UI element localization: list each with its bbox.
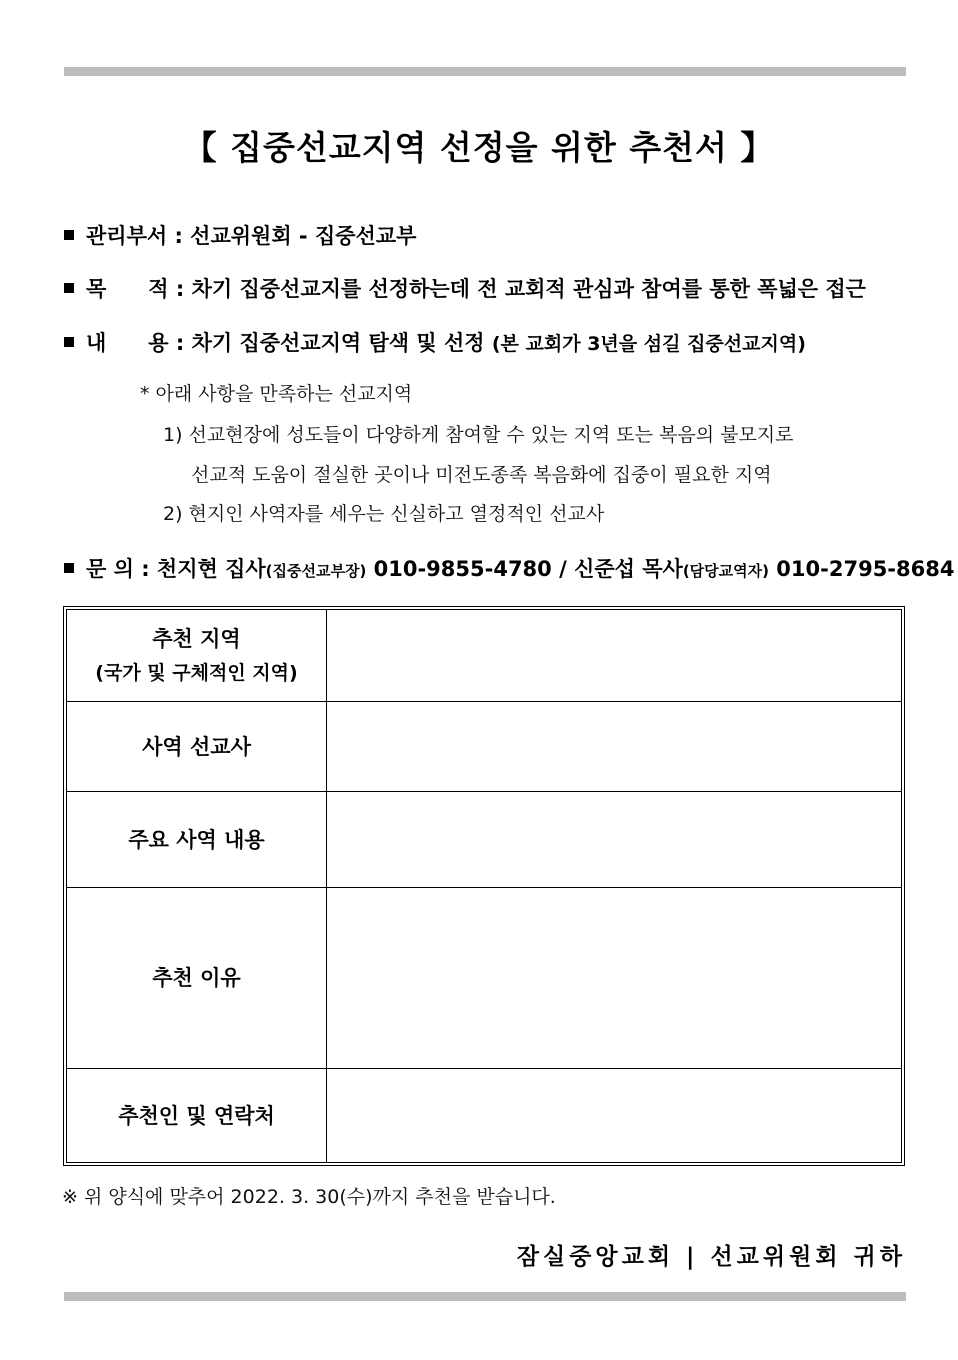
region-input-cell[interactable] xyxy=(327,610,902,702)
table-row xyxy=(67,792,902,888)
deadline-note: ※ 위 양식에 맞추어 2022. 3. 30(수)까지 추천을 받습니다. xyxy=(62,1186,556,1208)
criteria-item-1-line1: 1) 선교현장에 성도들이 다양하게 참여할 수 있는 지역 또는 복음의 불모지로 xyxy=(163,424,794,446)
content-value: 차기 집중선교지역 탐색 및 선정 xyxy=(191,331,492,355)
region-label: 추천 지역 xyxy=(152,626,241,651)
region-label-cell xyxy=(67,610,327,702)
contact1-role: (집중선교부장) xyxy=(265,562,367,580)
ministry-label: 주요 사역 내용 xyxy=(67,792,327,888)
reason-label: 추천 이유 xyxy=(67,888,327,1069)
bottom-divider-bar xyxy=(64,1292,906,1301)
purpose-label: 목 적 : xyxy=(86,277,192,301)
document-title: 【 집중선교지역 선정을 위한 추천서 】 xyxy=(183,128,775,167)
recommender-label: 추천인 및 연락처 xyxy=(67,1069,327,1163)
recommender-input-cell[interactable] xyxy=(327,1069,902,1163)
bullet-square-icon xyxy=(64,230,74,240)
missionary-label: 사역 선교사 xyxy=(67,702,327,792)
content-parenthetical: (본 교회가 3년을 섬길 집중선교지역) xyxy=(491,333,806,355)
criteria-item-2: 2) 현지인 사역자를 세우는 신실하고 열정적인 선교사 xyxy=(163,503,605,525)
bullet-square-icon xyxy=(64,337,74,347)
contact1-phone: 010-9855-4780 / xyxy=(366,557,575,581)
reason-input-cell[interactable] xyxy=(327,888,902,1069)
top-divider-bar xyxy=(64,67,906,76)
content-label: 내 용 : xyxy=(86,331,192,355)
info-department xyxy=(64,220,416,250)
inquiry-label: 문 의 : xyxy=(86,557,157,581)
region-label-detail: (국가 및 구체적인 지역) xyxy=(95,661,298,684)
missionary-input-cell[interactable] xyxy=(327,702,902,792)
ministry-input-cell[interactable] xyxy=(327,792,902,888)
bullet-square-icon xyxy=(64,283,74,293)
info-purpose xyxy=(64,273,866,303)
bullet-square-icon xyxy=(64,563,74,573)
criteria-item-1-line2: 선교적 도움이 절실한 곳이나 미전도종족 복음화에 집중이 필요한 지역 xyxy=(191,464,772,486)
contact1-name: 천지현 집사 xyxy=(156,557,266,581)
contact2-phone: 010-2795-8684 xyxy=(769,557,955,581)
contact2-role: (담당교역자) xyxy=(682,562,769,580)
criteria-heading: * 아래 사항을 만족하는 선교지역 xyxy=(140,383,413,405)
table-row xyxy=(67,610,902,702)
department-label: 관리부서 : xyxy=(86,224,191,248)
recommendation-table xyxy=(66,609,902,1163)
table-row xyxy=(67,888,902,1069)
purpose-value: 차기 집중선교지를 선정하는데 전 교회적 관심과 참여를 통한 폭넓은 접근 xyxy=(191,277,866,301)
info-inquiry xyxy=(64,553,954,583)
table-row xyxy=(67,1069,902,1163)
table-row xyxy=(67,702,902,792)
signature-line: 잠실중앙교회 | 선교위원회 귀하 xyxy=(516,1244,906,1270)
contact2-name: 신준섭 목사 xyxy=(574,557,683,581)
department-value: 선교위원회 - 집중선교부 xyxy=(190,224,417,248)
info-content xyxy=(64,327,806,357)
recommendation-form xyxy=(63,606,905,1166)
